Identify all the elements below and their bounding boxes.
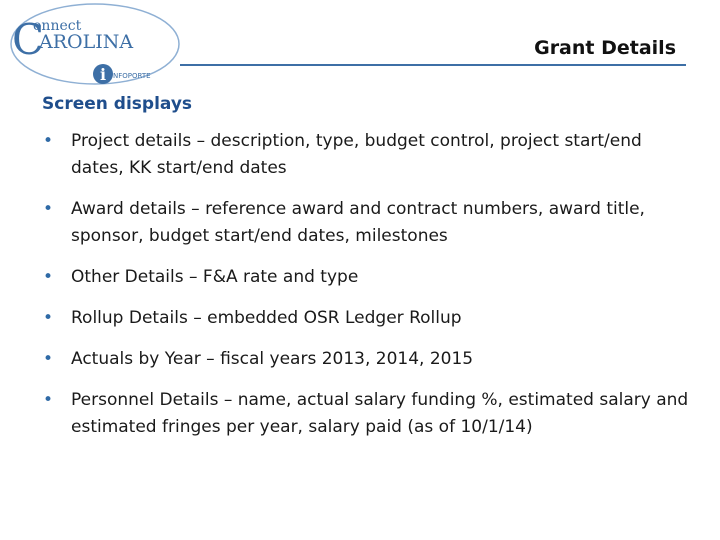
bullet-list [42,128,692,455]
bullet-item-rollup-details [42,305,692,332]
slide-title: Grant Details [534,37,676,59]
title-rule [180,64,686,66]
logo-small-text: onnect [33,18,82,34]
section-heading: Screen displays [42,94,193,114]
connect-carolina-logo [0,0,190,92]
bullet-dot-icon: • [43,267,54,287]
bullet-text: Project details – description, type, budget control, project start/end dates, KK start/end dates [71,131,642,178]
logo-mark-letter: C [12,15,45,64]
bullet-text: Award details – reference award and contract numbers, award title, sponsor, budget start/end dates, milestones [71,199,645,246]
bullet-item-actuals-by-year [42,346,692,373]
logo-sub-text: NFOPORTE [113,72,151,80]
bullet-item-personnel-details [42,387,692,441]
bullet-dot-icon: • [43,131,54,151]
bullet-dot-icon: • [43,349,54,369]
logo-main-text: AROLINA [39,31,134,53]
bullet-text: Actuals by Year – fiscal years 2013, 2014, 2015 [71,349,474,369]
bullet-item-award-details [42,196,692,250]
bullet-dot-icon: • [43,390,54,410]
bullet-text: Rollup Details – embedded OSR Ledger Rollup [71,308,462,328]
bullet-dot-icon: • [43,308,54,328]
bullet-text: Other Details – F&A rate and type [71,267,359,287]
bullet-item-other-details [42,264,692,291]
connect-carolina-logo-graphic [0,0,190,92]
bullet-dot-icon: • [43,199,54,219]
bullet-item-project-details [42,128,692,182]
bullet-text: Personnel Details – name, actual salary funding %, estimated salary and estimated fringes per year, salary paid (as of 10/1/14) [71,390,689,437]
logo-info-letter: i [100,65,107,84]
